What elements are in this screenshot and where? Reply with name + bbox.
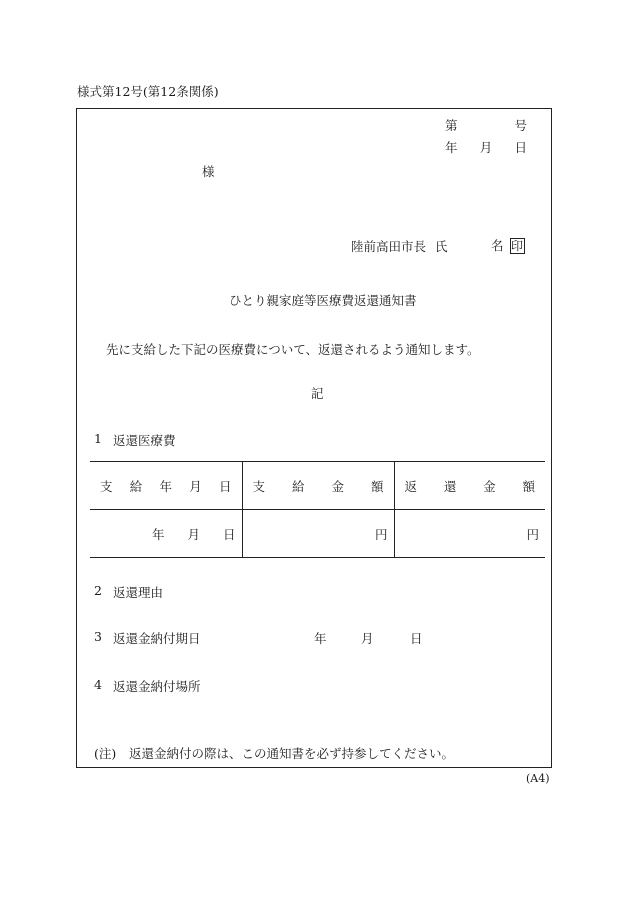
issuer-name [491,236,525,254]
addressee-suffix: 様 [202,164,215,179]
note-text: 返還金納付の際は、この通知書を必ず持参してください。 [129,746,455,761]
refund-table [90,461,545,558]
item2-number: 2 [94,583,102,598]
table-header-row [90,462,545,510]
refund-amount-cell: 円 [394,510,545,558]
date-month: 月 [479,140,493,155]
body-text: 先に支給した下記の医療費について、返還されるよう通知します。 [106,342,480,357]
item1-number: 1 [94,431,102,446]
item3-year: 年 [314,631,327,646]
item1-label: 返還医療費 [113,433,176,448]
issuer-shi: 氏 [435,239,448,254]
item4-label: 返還金納付場所 [113,679,201,694]
ki-label: 記 [311,386,324,401]
date-year: 年 [445,140,458,155]
header-payment-date: 支 給 年 月 日 [90,462,242,510]
item3-day: 日 [410,631,423,646]
form-caption: 様式第12号(第12条関係) [77,84,219,99]
item4-number: 4 [94,677,102,692]
paper-size: (A4) [526,772,550,785]
issuer-mei: 名 [491,238,504,253]
date-day: 日 [514,140,527,155]
item3-number: 3 [94,629,102,644]
header-payment-amount: 支 給 金 額 [242,462,394,510]
issue-date [445,138,527,156]
item3-label: 返還金納付期日 [113,631,201,646]
payment-amount-cell: 円 [242,510,394,558]
document-title: ひとり親家庭等医療費返還通知書 [229,293,417,308]
note-label: (注) [94,746,117,761]
table-row [90,510,545,558]
issuer-title: 陸前高田市長 [351,239,427,254]
item3-month: 月 [361,631,374,646]
doc-number-go: 号 [514,118,527,133]
header-refund-amount: 返 還 金 額 [394,462,545,510]
document-number [445,116,527,134]
payment-date-cell: 年 月 日 [90,510,242,558]
seal-stamp: 印 [510,239,523,253]
item2-label: 返還理由 [113,585,164,600]
doc-number-dai: 第 [445,118,458,133]
